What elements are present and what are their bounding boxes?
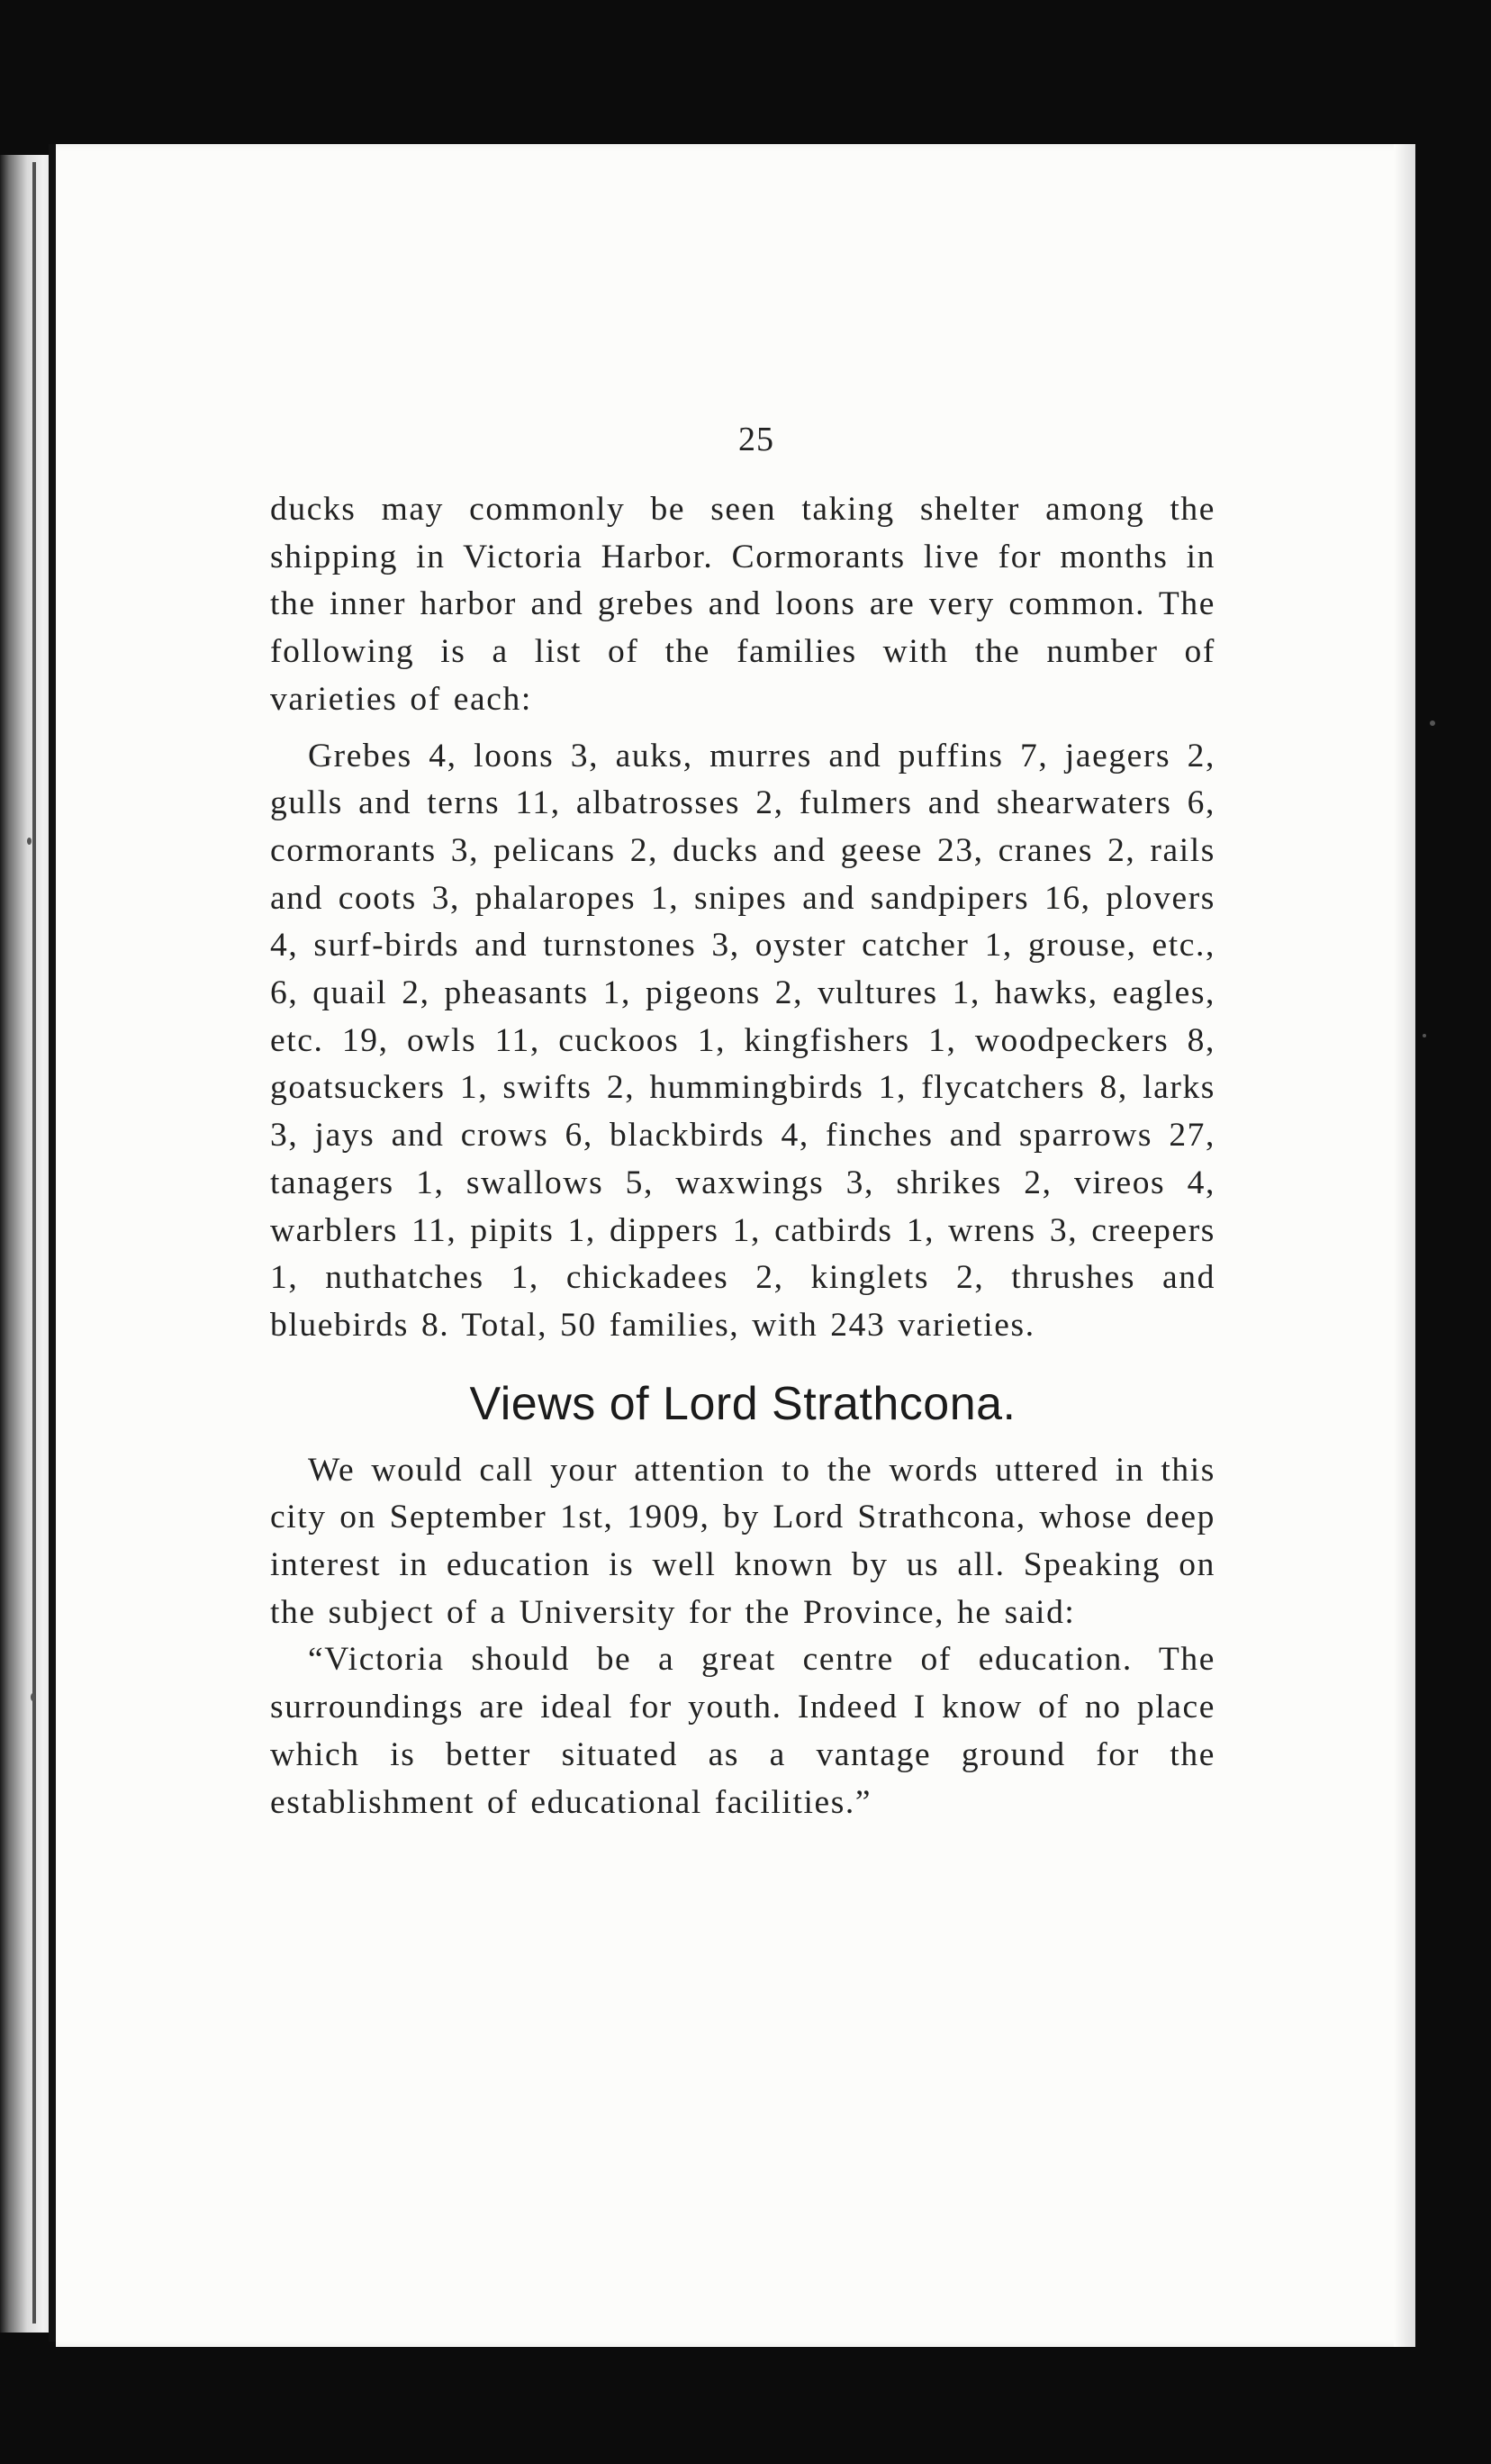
page-content bbox=[270, 420, 1215, 1826]
paragraph-strathcona: We would call your attention to the words uttered in this city on September 1st, 1909, by Lord Strathcona, whose deep interest in education is well known by us all. Speaking on the subject of a University for the Province, he said: bbox=[270, 1451, 1215, 1631]
facing-page-border bbox=[32, 162, 36, 2324]
dust-speck bbox=[27, 838, 32, 845]
dust-speck bbox=[1430, 720, 1435, 726]
facing-page-edge bbox=[0, 155, 52, 2333]
paragraph-intro: ducks may commonly be seen taking shelter among the shipping in Victoria Harbor. Cormorants live for months in the inner harbor and grebes and loons are very common. The following is a list of the families with the number of varieties of each: bbox=[270, 491, 1215, 718]
paragraph-quote: “Victoria should be a great centre of education. The surroundings are ideal for youth. Indeed I know of no place which is better situated as a vantage ground for the establishment of educational facilities.” bbox=[270, 1641, 1215, 1821]
page-right-edge bbox=[1394, 144, 1415, 2347]
section-heading: Views of Lord Strathcona. bbox=[469, 1377, 1017, 1430]
page-number: 25 bbox=[738, 421, 774, 458]
paragraph-bird-list: Grebes 4, loons 3, auks, murres and puffins 7, jaegers 2, gulls and terns 11, albatrosses 2, fulmers and shearwaters 6, cormorants 3, pelicans 2, ducks and geese 23, cranes 2, rails and coots 3, phalaropes 1, snipes and sandpipers 16, plovers 4, surf-birds and turnstones 3, oyster catcher 1, grouse, etc., 6, quail 2, pheasants 1, pigeons 2, vultures 1, hawks, eagles, etc. 19, owls 11, cuckoos 1, kingfishers 1, woodpeckers 8, goatsuckers 1, swifts 2, hummingbirds 1, flycatchers 8, larks 3, jays and crows 6, blackbirds 4, finches and sparrows 27, tanagers 1, swallows 5, waxwings 3, shrikes 2, vireos 4, warblers 11, pipits 1, dippers 1, catbirds 1, wrens 3, creepers 1, nuthatches 1, chickadees 2, kinglets 2, thrushes and bluebirds 8. Total, 50 families, with 243 varieties. bbox=[270, 737, 1215, 1344]
dust-speck bbox=[31, 1693, 35, 1701]
dust-speck bbox=[1423, 1034, 1426, 1037]
